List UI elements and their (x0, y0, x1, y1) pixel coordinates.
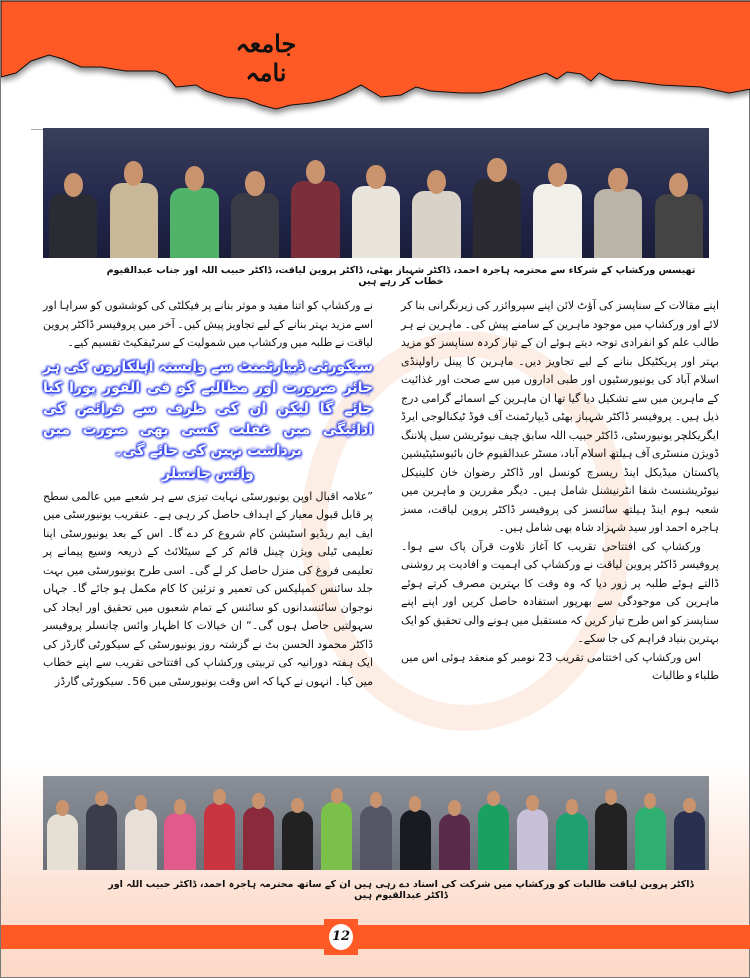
article-column-left (43, 297, 373, 691)
photo-person (594, 168, 642, 258)
article-column-right (401, 297, 719, 686)
photo-person (231, 171, 279, 258)
photo-person (170, 166, 218, 258)
page-number: 12 (329, 924, 353, 950)
photo-person (412, 170, 460, 258)
paragraph: اس ورکشاپ کی اختتامی تقریب 23 نومبر کو منعقد ہوئی اس میں طلباء و طالبات (401, 650, 719, 682)
photo-person (533, 163, 581, 258)
torn-header-banner (1, 1, 750, 121)
photo-person (164, 799, 195, 870)
pull-quote: سیکورٹی ڈیپارٹمنٹ سے وابستہ اہلکاروں کی ہر جائز ضرورت اور مطالبے کو فی الفور پورا کیا جائے گا لیکن ان کی طرف سے فرائض کی ادائیگی میں غفلت کسی بھی صورت میں برداشت نہیں کی جائے گی۔ (43, 358, 373, 459)
photo-person (321, 788, 352, 870)
photo-person (243, 793, 274, 870)
section-title: جامعہ نامہ (235, 29, 297, 87)
paragraph: ورکشاپ کی افتتاحی تقریب کا آغاز تلاوت قرآن پاک سے ہوا۔ پروفیسر ڈاکٹر پروین لیاقت نے ورکشاپ کی اہمیت و افادیت پر روشنی ڈالتے ہوئے طلبہ پر زور دیا کہ وہ وقت کا بہترین مصرف کرتے ہوئے ماہرین کی موجودگی سے بھرپور استفادہ حاصل کریں اور اپنے اپنے سناپسز کو اس طرح تیار کریں کہ مستقبل میں ہونے والی تحقیق کو ایک بہترین بنیاد فراہم کی جا سکے۔ (401, 539, 719, 645)
photo-person (125, 795, 156, 870)
photo-person (517, 795, 548, 870)
photo-person (204, 789, 235, 870)
photo-person (655, 173, 703, 258)
paragraph: نے ورکشاپ کو اتنا مفید و موثر بنانے پر فیکلٹی کی کوششوں کو سراہا اور اسے مزید بہتر بنانے کے لیے تجاویز پیش کیں۔ آخر میں پروفیسر ڈاکٹر پروین لیاقت نے طلبہ میں ورکشاپ میں شمولیت کے سرٹیفکیٹ تقسیم کیے۔ (43, 299, 373, 349)
photo-person (360, 792, 391, 870)
photo-person (556, 799, 587, 870)
photo-person (473, 158, 521, 258)
pull-quote-attribution: وائس چانسلر (162, 465, 254, 482)
photo-caption-top: تھیسس ورکشاپ کے شرکاء سے محترمہ ہاجرہ احمد، ڈاکٹر شہباز بھٹی، ڈاکٹر پروین لیاقت، ڈاکٹر حبیب اللہ اور جناب عبدالقیوم خطاب کر رہے ہیں (106, 265, 696, 287)
photo-caption-bottom: ڈاکٹر پروین لیاقت طالبات کو ورکشاپ میں شرکت کی اسناد دے رہی ہیں ان کے ساتھ محترمہ ہاجرہ احمد، ڈاکٹر حبیب اللہ اور ڈاکٹر عبدالقیوم ہیں (108, 879, 694, 901)
photo-person (47, 800, 78, 870)
photo-person (49, 173, 97, 258)
paragraph: اپنے مقالات کے سناپسز کی آؤٹ لائن اپنے سپروائزر کی زیرنگرانی بنا کر لائے اور ورکشاپ میں موجود ماہرین کے سامنے پیش کی۔ ماہرین نے ہر طالب علم کو انفرادی توجہ دیتے ہوئے ان کے تیار کردہ سناپسز کو مزید بہتر اور پریکٹیکل بنانے کے لیے تجاویز دیں۔ ماہرین کا پینل راولپنڈی اسلام آباد کی یونیورسٹیوں اور طبی اداروں میں سے صحت اور غذائیت کے ماہرین میں سے تشکیل دیا گیا تھا ان ماہرین کے اسمائے گرامی درج ذیل ہیں۔ پروفیسر ڈاکٹر شہباز بھٹی ڈیپارٹمنٹ آف فوڈ ٹیکنالوجی ایرڈ ایگریکلچر یونیورسٹی، ڈاکٹر حبیب اللہ سابق چیف نیوٹریشن سیل پلاننگ ڈویژن منسٹری آف ہیلتھ اسلام آباد، مسٹر عبدالقیوم خان بائیوسٹیٹیشین پاکستان میڈیکل اینڈ ریسرچ کونسل اور ڈاکٹر رضوان خان کلینیکل نیوٹریشنسٹ شفا انٹرنیشنل شامل ہیں۔ دیگر مقررین و ماہرین میں شعبہ ہوم اینڈ ہیلتھ سائنسز کی پروفیسر ڈاکٹر پروین لیاقت، مسز ہاجرہ احمد اور سید شہزاد شاہ بھی شامل ہیں۔ (401, 299, 719, 534)
workshop-photo-top (43, 128, 709, 258)
photo-person (352, 165, 400, 258)
photo-person (282, 798, 313, 870)
photo-person (110, 161, 158, 258)
photo-person (439, 800, 470, 870)
photo-person (674, 798, 705, 870)
photo-person (635, 793, 666, 870)
footer-band (1, 925, 750, 949)
photo-person (595, 789, 626, 870)
photo-person (291, 160, 339, 258)
photo-person (86, 791, 117, 870)
paragraph: ”علامہ اقبال اوپن یونیورسٹی نہایت تیزی سے ہر شعبے میں عالمی سطح پر قابل قبول معیار کے اہداف حاصل کر رہی ہے۔ عنقریب یونیورسٹی میں ایف ایم ریڈیو اسٹیشن کام شروع کر دے گا۔ اس کے بعد یونیورسٹی اپنا تعلیمی ٹیلی ویژن چینل قائم کر کے سیٹلائٹ کے ذریعہ وسیع پیمانے پر تعلیمی فروغ کی منزل حاصل کر لے گی۔ اسی طرح یونیورسٹی میں بہت جلد سائنس کمپلیکس کی تعمیر و تزئین کا کام مکمل ہو جائے گا۔ جہاں نوجوان سائنسدانوں کو سائنس کے تمام شعبوں میں تحقیق اور ایجاد کی سہولتیں حاصل ہوں گی۔“ ان خیالات کا اظہار وائس چانسلر پروفیسر ڈاکٹر محمود الحسن بٹ نے گزشتہ روز یونیورسٹی کے سیکورٹی گارڈز کی ایک ہفتہ دورانیہ کی تربیتی ورکشاپ کی افتتاحی تقریب سے اپنے خطاب میں کیا۔ انہوں نے کہا کہ اس وقت یونیورسٹی میں 56۔ سیکورٹی گارڈز (43, 489, 373, 688)
photo-person (478, 791, 509, 870)
certificate-ceremony-photo (43, 776, 709, 870)
photo-person (400, 796, 431, 870)
